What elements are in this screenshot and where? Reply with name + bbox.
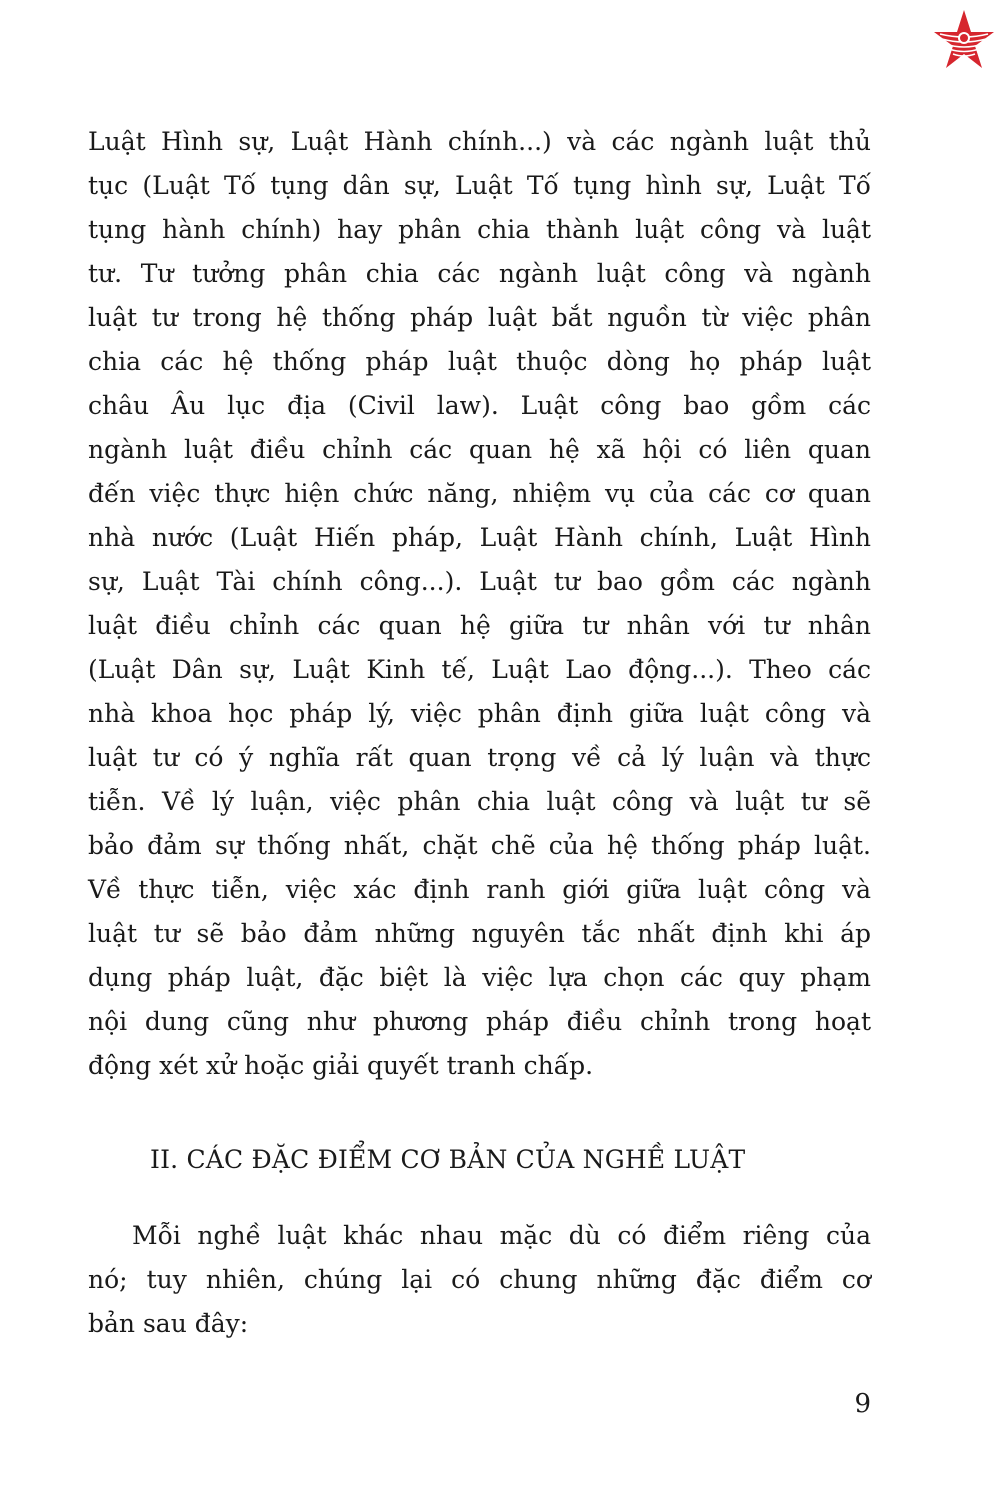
body-line: tư. Tư tưởng phân chia các ngành luật công và ngành: [88, 259, 871, 288]
body-line: tiễn. Về lý luận, việc phân chia luật công và luật tư sẽ: [88, 787, 871, 816]
body-line: luật tư trong hệ thống pháp luật bắt nguồn từ việc phân: [88, 303, 871, 332]
body-line: nhà nước (Luật Hiến pháp, Luật Hành chính, Luật Hình: [88, 523, 871, 552]
body-line: luật điều chỉnh các quan hệ giữa tư nhân với tư nhân: [88, 611, 871, 640]
second-paragraph: [88, 1214, 871, 1346]
body-line: sự, Luật Tài chính công...). Luật tư bao gồm các ngành: [88, 567, 871, 596]
body-line: ngành luật điều chỉnh các quan hệ xã hội có liên quan: [88, 435, 871, 464]
paragraph-line: nó; tuy nhiên, chúng lại có chung những đặc điểm cơ: [88, 1265, 871, 1294]
publisher-star-logo-icon: [932, 8, 996, 72]
body-line: Luật Hình sự, Luật Hành chính...) và các ngành luật thủ: [88, 127, 871, 156]
body-paragraph: [88, 120, 871, 1088]
body-line: nhà khoa học pháp lý, việc phân định giữa luật công và: [88, 699, 871, 728]
body-line: luật tư có ý nghĩa rất quan trọng về cả lý luận và thực: [88, 743, 871, 772]
body-line: châu Âu lục địa (Civil law). Luật công bao gồm các: [88, 391, 871, 420]
body-line: nội dung cũng như phương pháp điều chỉnh trong hoạt: [88, 1007, 871, 1036]
body-line: đến việc thực hiện chức năng, nhiệm vụ của các cơ quan: [88, 479, 871, 508]
body-line: tục (Luật Tố tụng dân sự, Luật Tố tụng hình sự, Luật Tố: [88, 171, 871, 200]
section-heading: II. CÁC ĐẶC ĐIỂM CƠ BẢN CỦA NGHỀ LUẬT: [150, 1145, 746, 1174]
page-number: 9: [854, 1389, 871, 1419]
paragraph-line: Mỗi nghề luật khác nhau mặc dù có điểm riêng của: [132, 1221, 871, 1250]
body-line: chia các hệ thống pháp luật thuộc dòng họ pháp luật: [88, 347, 871, 376]
body-line: luật tư sẽ bảo đảm những nguyên tắc nhất định khi áp: [88, 919, 871, 948]
body-line: động xét xử hoặc giải quyết tranh chấp.: [88, 1051, 594, 1080]
body-line: tụng hành chính) hay phân chia thành luật công và luật: [88, 215, 871, 244]
body-line: bảo đảm sự thống nhất, chặt chẽ của hệ thống pháp luật.: [88, 831, 871, 860]
body-line: (Luật Dân sự, Luật Kinh tế, Luật Lao động...). Theo các: [88, 655, 871, 684]
body-line: Về thực tiễn, việc xác định ranh giới giữa luật công và: [88, 875, 871, 904]
paragraph-line: bản sau đây:: [88, 1309, 249, 1338]
body-line: dụng pháp luật, đặc biệt là việc lựa chọn các quy phạm: [88, 963, 871, 992]
